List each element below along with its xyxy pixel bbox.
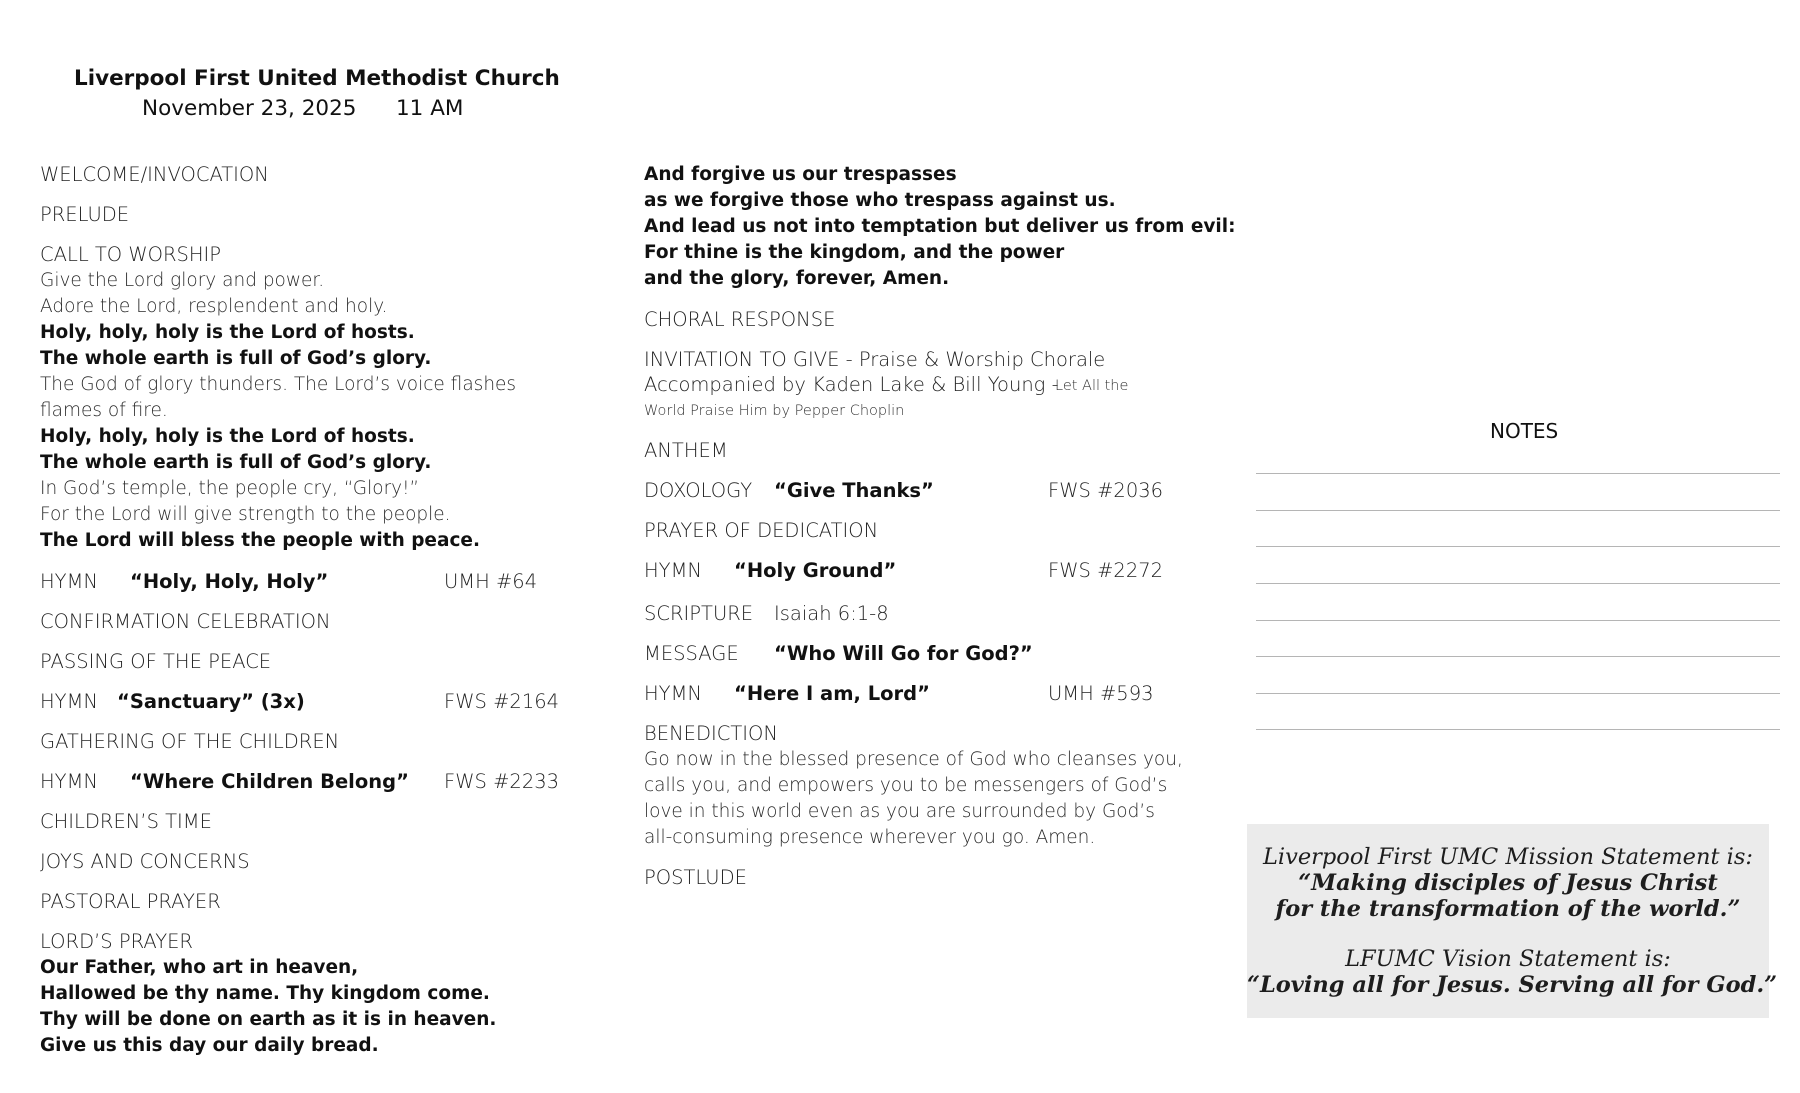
- hymn-title: “Holy, Holy, Holy”: [130, 570, 329, 593]
- benediction-line: all-consuming presence wherever you go. Amen.: [644, 827, 1096, 848]
- notes-line: [1256, 583, 1780, 584]
- gathering-heading: GATHERING OF THE CHILDREN: [40, 730, 340, 753]
- cw-line: Adore the Lord, resplendent and holy.: [40, 296, 388, 317]
- mission-statement: “Making disciples of Jesus Christ: [1298, 870, 1718, 896]
- notes-line: [1256, 546, 1780, 547]
- hymn-label: HYMN: [40, 570, 98, 593]
- hymn-title: “Sanctuary” (3x): [117, 690, 305, 713]
- notes-line: [1256, 473, 1780, 474]
- benediction-heading: BENEDICTION: [644, 722, 778, 745]
- church-name: Liverpool First United Methodist Church: [74, 66, 560, 91]
- choral-response-heading: CHORAL RESPONSE: [644, 308, 836, 331]
- notes-line: [1256, 620, 1780, 621]
- postlude-heading: POSTLUDE: [644, 866, 747, 889]
- message-label: MESSAGE: [644, 642, 739, 665]
- cw-line: Give the Lord glory and power.: [40, 270, 325, 291]
- notes-line: [1256, 510, 1780, 511]
- hymn-number: UMH #593: [1048, 682, 1154, 705]
- call-to-worship-heading: CALL TO WORSHIP: [40, 243, 222, 266]
- pastoral-prayer-heading: PASTORAL PRAYER: [40, 890, 221, 913]
- hymn-number: UMH #64: [444, 570, 538, 593]
- notes-line: [1256, 729, 1780, 730]
- passing-peace-heading: PASSING OF THE PEACE: [40, 650, 272, 673]
- cw-response: The whole earth is full of God’s glory.: [40, 348, 432, 369]
- prelude-heading: PRELUDE: [40, 203, 130, 226]
- hymn-number: FWS #2272: [1048, 559, 1164, 582]
- message-title: “Who Will Go for God?”: [774, 642, 1033, 665]
- doxology-title: “Give Thanks”: [774, 479, 934, 502]
- hymn-label: HYMN: [644, 559, 702, 582]
- cw-line: In God’s temple, the people cry, “Glory!”: [40, 478, 420, 499]
- cw-line: The God of glory thunders. The Lord’s voice flashes: [40, 374, 517, 395]
- hymn-label: HYMN: [40, 690, 98, 713]
- invitation-song: World Praise Him by Pepper Choplin: [644, 403, 905, 419]
- notes-line: [1256, 693, 1780, 694]
- invitation-song: Let All the: [1055, 378, 1129, 394]
- hymn-title: “Here I am, Lord”: [734, 682, 930, 705]
- benediction-line: love in this world even as you are surrounded by God’s: [644, 801, 1155, 822]
- notes-line: [1256, 656, 1780, 657]
- lords-prayer-line: For thine is the kingdom, and the power: [644, 242, 1065, 263]
- scripture-label: SCRIPTURE: [644, 602, 754, 625]
- prayer-dedication-heading: PRAYER OF DEDICATION: [644, 519, 879, 542]
- hymn-label: HYMN: [40, 770, 98, 793]
- lords-prayer-line: Hallowed be thy name. Thy kingdom come.: [40, 983, 490, 1004]
- hymn-title: “Where Children Belong”: [130, 770, 409, 793]
- hymn-title: “Holy Ground”: [734, 559, 897, 582]
- lords-prayer-line: Give us this day our daily bread.: [40, 1035, 379, 1056]
- cw-response: The Lord will bless the people with peace.: [40, 530, 481, 551]
- lords-prayer-line: And lead us not into temptation but deliver us from evil:: [644, 216, 1236, 237]
- mission-vision-box: [1247, 824, 1778, 1018]
- lords-prayer-line: And forgive us our trespasses: [644, 164, 957, 185]
- lords-prayer-line: and the glory, forever, Amen.: [644, 268, 950, 289]
- benediction-line: Go now in the blessed presence of God who cleanses you,: [644, 749, 1183, 770]
- childrens-time-heading: CHILDREN’S TIME: [40, 810, 212, 833]
- anthem-heading: ANTHEM: [644, 439, 728, 462]
- hymn-number: FWS #2233: [444, 770, 560, 793]
- scripture-reference: Isaiah 6:1-8: [774, 602, 889, 625]
- cw-response: Holy, holy, holy is the Lord of hosts.: [40, 426, 415, 447]
- mission-statement: for the transformation of the world.”: [1275, 896, 1741, 922]
- joys-heading: JOYS AND CONCERNS: [40, 850, 250, 873]
- lords-prayer-line: as we forgive those who trespass against us.: [644, 190, 1116, 211]
- confirmation-heading: CONFIRMATION CELEBRATION: [40, 610, 331, 633]
- mission-label: Liverpool First UMC Mission Statement is:: [1262, 844, 1754, 870]
- vision-label: LFUMC Vision Statement is:: [1345, 946, 1671, 972]
- hymn-number: FWS #2164: [444, 690, 560, 713]
- notes-heading: NOTES: [1490, 419, 1559, 443]
- invitation-heading: INVITATION TO GIVE - Praise & Worship Chorale: [644, 348, 1106, 371]
- doxology-number: FWS #2036: [1048, 479, 1164, 502]
- lords-prayer-line: Thy will be done on earth as it is in heaven.: [40, 1009, 497, 1030]
- cw-response: The whole earth is full of God’s glory.: [40, 452, 432, 473]
- cw-response: Holy, holy, holy is the Lord of hosts.: [40, 322, 415, 343]
- benediction-line: calls you, and empowers you to be messengers of God’s: [644, 775, 1168, 796]
- lords-prayer-heading: LORD’S PRAYER: [40, 930, 193, 953]
- service-time: 11 AM: [396, 96, 464, 121]
- cw-line: flames of fire.: [40, 400, 168, 421]
- hymn-label: HYMN: [644, 682, 702, 705]
- lords-prayer-line: Our Father, who art in heaven,: [40, 957, 359, 978]
- vision-statement: “Loving all for Jesus. Serving all for God.”: [1247, 972, 1778, 998]
- welcome-heading: WELCOME/INVOCATION: [40, 163, 269, 186]
- service-date: November 23, 2025: [142, 96, 357, 121]
- invitation-accompanied: Accompanied by Kaden Lake & Bill Young -: [644, 373, 1059, 396]
- cw-line: For the Lord will give strength to the people.: [40, 504, 451, 525]
- doxology-label: DOXOLOGY: [644, 479, 753, 502]
